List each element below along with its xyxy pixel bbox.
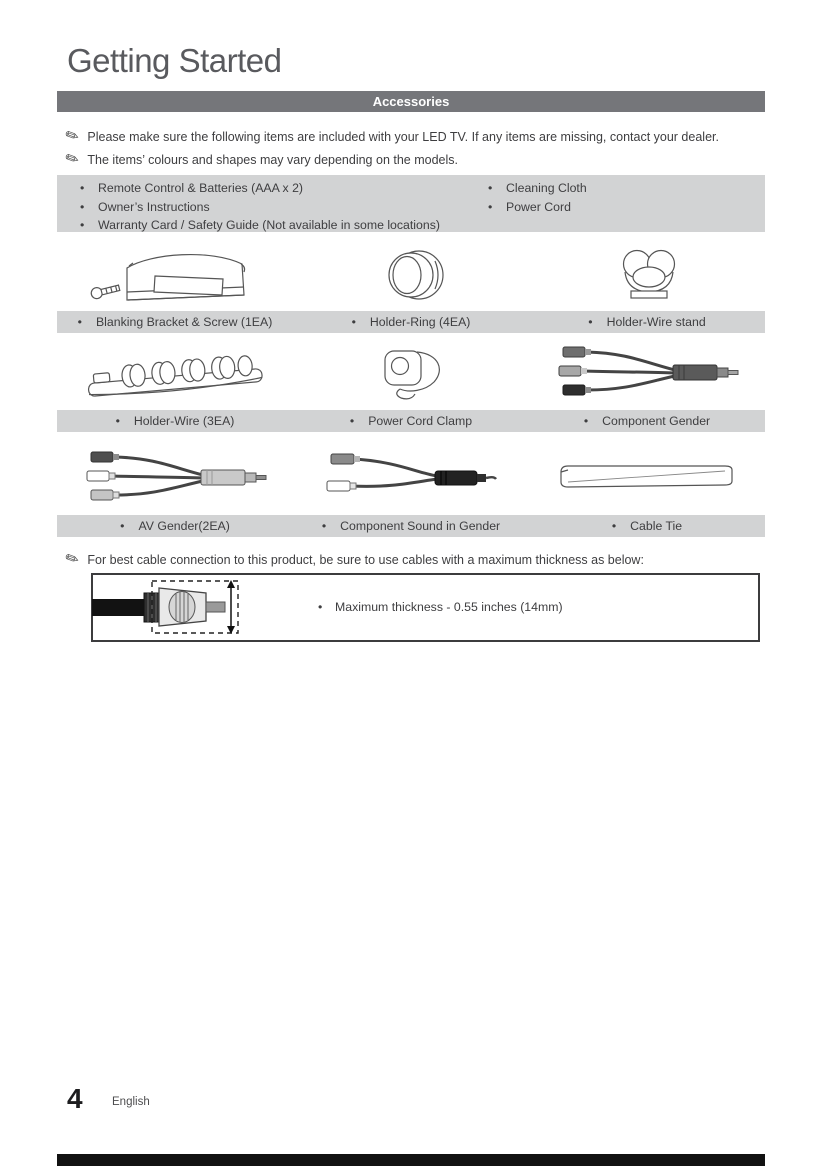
list-item: • Cleaning Cloth	[488, 179, 748, 198]
included-items-right-column	[488, 179, 748, 216]
holder-ring-illustration	[293, 238, 529, 310]
component-gender-illustration	[529, 338, 765, 409]
list-item: • Warranty Card / Safety Guide (Not available in some locations)	[80, 216, 510, 235]
pencil-note-icon: ✎	[62, 549, 83, 571]
holder-wire-illustration	[57, 338, 293, 409]
page-number: 4	[67, 1083, 83, 1114]
accessory-label: • AV Gender(2EA)	[57, 515, 293, 537]
accessory-figures-row-2	[57, 338, 765, 409]
accessory-figures-row-1	[57, 238, 765, 310]
included-items-left-column	[80, 179, 510, 235]
max-thickness-text: • Maximum thickness - 0.55 inches (14mm)	[318, 600, 563, 614]
power-cord-clamp-illustration	[293, 338, 529, 409]
accessory-label: • Component Gender	[529, 410, 765, 432]
accessory-label: • Blanking Bracket & Screw (1EA)	[57, 311, 293, 333]
note-cable-thickness	[62, 549, 766, 571]
note-text: Please make sure the following items are included with your LED TV. If any items are missing, contact your dealer.	[87, 130, 719, 144]
page-title: Getting Started	[67, 42, 282, 79]
note-text: For best cable connection to this product, be sure to use cables with a maximum thickness as below:	[87, 553, 644, 567]
accessory-labels-row-2	[57, 410, 765, 432]
list-item: • Owner’s Instructions	[80, 198, 510, 217]
note-included-items	[62, 126, 766, 148]
accessory-label: • Component Sound in Gender	[293, 515, 529, 537]
cable-thickness-box	[91, 573, 760, 642]
accessory-label: • Holder-Ring (4EA)	[293, 311, 529, 333]
accessory-label: • Holder-Wire (3EA)	[57, 410, 293, 432]
pencil-note-icon: ✎	[62, 126, 83, 148]
accessory-label: • Cable Tie	[529, 515, 765, 537]
accessory-label: • Power Cord Clamp	[293, 410, 529, 432]
section-header-label: Accessories	[372, 94, 450, 109]
pencil-note-icon: ✎	[62, 149, 83, 171]
accessory-figures-row-3	[57, 443, 765, 514]
holder-wire-stand-illustration	[529, 238, 765, 310]
component-sound-in-gender-illustration	[293, 443, 529, 514]
footer-rule-bar	[57, 1154, 765, 1166]
blanking-bracket-screw-illustration	[57, 238, 293, 310]
cable-max-thickness-illustration	[92, 575, 282, 640]
note-colours-shapes	[62, 149, 766, 171]
note-text: The items’ colours and shapes may vary depending on the models.	[87, 153, 458, 167]
accessory-labels-row-3	[57, 515, 765, 537]
language-label: English	[112, 1096, 150, 1108]
av-gender-illustration	[57, 443, 293, 514]
list-item: • Remote Control & Batteries (AAA x 2)	[80, 179, 510, 198]
cable-tie-illustration	[529, 443, 765, 514]
included-items-panel	[57, 175, 765, 232]
accessory-labels-row-1	[57, 311, 765, 333]
section-header-accessories	[57, 91, 765, 112]
list-item: • Power Cord	[488, 198, 748, 217]
accessory-label: • Holder-Wire stand	[529, 311, 765, 333]
